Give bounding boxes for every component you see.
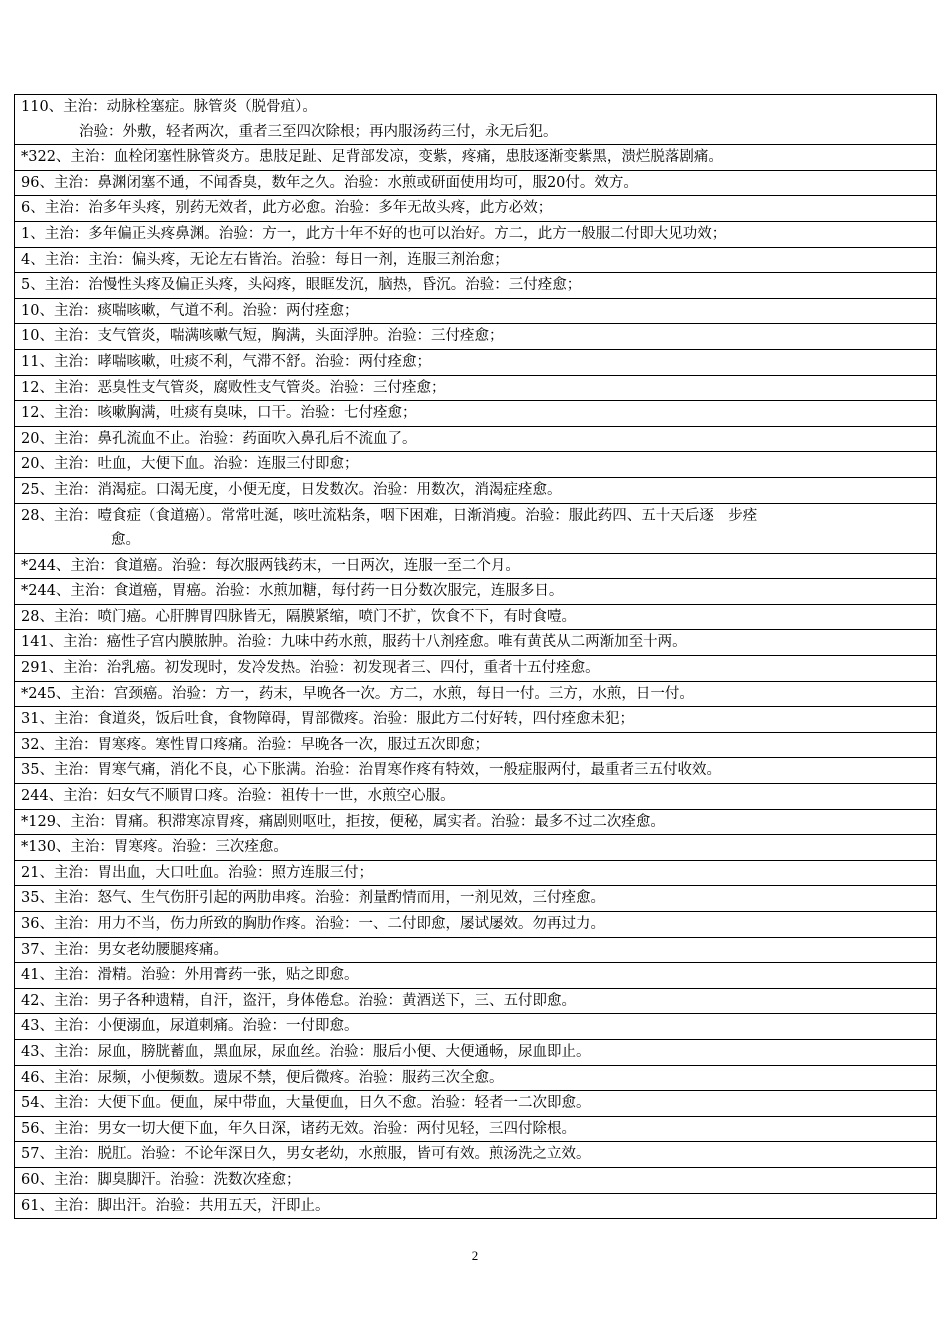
entry-text: 46、主治：尿频，小便频数。遗尿不禁，便后微疼。治验：服药三次全愈。: [21, 1069, 504, 1086]
table-cell: [15, 1167, 937, 1193]
table-cell: [15, 758, 937, 784]
entry-text: 6、主治：治多年头疼，别药无效者，此方必愈。治验：多年无故头疼，此方必效；: [21, 200, 553, 217]
table-row: [15, 401, 937, 427]
table-row: [15, 375, 937, 401]
entry-text: 244、主治：妇女气不顺胃口疼。治验：祖传十一世，水煎空心服。: [21, 788, 455, 805]
table-row: [15, 630, 937, 656]
table-row: [15, 503, 937, 553]
table-row: [15, 758, 937, 784]
table-row: [15, 860, 937, 886]
entry-text: *129、主治：胃痛。积滞寒凉胃疼，痛剧则呕吐，拒按，便秘，属实者。治验：最多不过二次痊愈。: [21, 813, 665, 830]
entry-continuation: 治验：外敷，轻者两次，重者三至四次除根；再内服汤药三付，永无后犯。: [79, 123, 558, 140]
table-row: [15, 221, 937, 247]
table-row: [15, 1091, 937, 1117]
table-row: [15, 1065, 937, 1091]
entry-text: 32、主治：胃寒疼。寒性胃口疼痛。治验：早晚各一次，服过五次即愈；: [21, 736, 489, 753]
table-cell: [15, 1039, 937, 1065]
table-row: [15, 886, 937, 912]
table-row: [15, 452, 937, 478]
table-cell: [15, 630, 937, 656]
entry-text: 42、主治：男子各种遗精，自汗，盗汗，身体倦怠。治验：黄酒送下，三、五付即愈。: [21, 992, 576, 1009]
entry-text: 25、主治：消渴症。口渴无度，小便无度，日发数次。治验：用数次，消渴症痊愈。: [21, 481, 562, 498]
entry-text: 35、主治：怒气、生气伤肝引起的两肋串疼。治验：剂量酌情而用，一剂见效，三付痊愈。: [21, 890, 605, 907]
entry-text: 11、主治：哮喘咳嗽，吐痰不利，气滞不舒。治验：两付痊愈；: [21, 353, 431, 370]
entry-text: 12、主治：恶臭性支气管炎，腐败性支气管炎。治验：三付痊愈；: [21, 379, 446, 396]
table-row: [15, 604, 937, 630]
entry-text: 56、主治：男女一切大便下血，年久日深，诸药无效。治验：两付见轻，三四付除根。: [21, 1120, 576, 1137]
table-cell: [15, 221, 937, 247]
entry-text: 41、主治：滑精。治验：外用膏药一张，贴之即愈。: [21, 967, 359, 984]
table-cell: [15, 553, 937, 579]
entry-text: *245、主治：宫颈癌。治验：方一，药末，早晚各一次。方二，水煎，每日一付。三方，水煎，日一付。: [21, 685, 694, 702]
table-cell: [15, 145, 937, 171]
table-row: [15, 145, 937, 171]
entry-text: 20、主治：鼻孔流血不止。治验：药面吹入鼻孔后不流血了。: [21, 430, 417, 447]
table-row: [15, 247, 937, 273]
table-cell: [15, 732, 937, 758]
table-row: [15, 553, 937, 579]
table-cell: [15, 912, 937, 938]
entry-text: 4、主治：主治：偏头疼，无论左右皆治。治验：每日一剂，连服三剂治愈；: [21, 251, 509, 268]
table-cell: [15, 170, 937, 196]
table-row: [15, 196, 937, 222]
entry-text: 291、主治：治乳癌。初发现时，发冷发热。治验：初发现者三、四付，重者十五付痊愈。: [21, 660, 600, 677]
entry-continuation: 愈。: [111, 532, 140, 549]
table-cell: [15, 937, 937, 963]
table-row: [15, 273, 937, 299]
table-cell: [15, 681, 937, 707]
entry-text: 20、主治：吐血，大便下血。治验：连服三付即愈；: [21, 456, 359, 473]
table-row: [15, 324, 937, 350]
table-cell: [15, 426, 937, 452]
table-cell: [15, 1193, 937, 1219]
table-row: [15, 809, 937, 835]
table-row: [15, 937, 937, 963]
table-cell: [15, 1116, 937, 1142]
table-cell: [15, 988, 937, 1014]
entry-text: 37、主治：男女老幼腰腿疼痛。: [21, 941, 228, 958]
entry-text: 1、主治：多年偏正头疼鼻渊。治验：方一，此方十年不好的也可以治好。方二，此方一般服二付即大见功效；: [21, 225, 727, 242]
table-cell: [15, 835, 937, 861]
page-number: 2: [471, 1248, 479, 1263]
entry-text: 141、主治：癌性子宫内膜脓肿。治验：九味中药水煎，服药十八剂痊愈。唯有黄芪从二两渐加至十两。: [21, 634, 687, 651]
table-cell: [15, 401, 937, 427]
table-row: [15, 1142, 937, 1168]
table-row: [15, 95, 937, 145]
table-row: [15, 298, 937, 324]
table-cell: [15, 604, 937, 630]
entry-text: *130、主治：胃寒疼。治验：三次痊愈。: [21, 839, 288, 856]
table-row: [15, 1193, 937, 1219]
entry-text: 35、主治：胃寒气痛，消化不良，心下胀满。治验：治胃寒作疼有特效，一般症服两付，最重者三五付收效。: [21, 762, 721, 779]
entry-text: 96、主治：鼻渊闭塞不通，不闻香臭，数年之久。治验：水煎或研面使用均可，服20付。效方。: [21, 174, 638, 191]
table-row: [15, 656, 937, 682]
entry-text: 60、主治：脚臭脚汗。治验：洗数次痊愈；: [21, 1171, 301, 1188]
table-cell: [15, 349, 937, 375]
entry-text: 43、主治：尿血，膀胱蓄血，黑血尿，尿血丝。治验：服后小便、大便通畅，尿血即止。: [21, 1043, 591, 1060]
table-cell: [15, 1014, 937, 1040]
table-row: [15, 988, 937, 1014]
table-cell: [15, 886, 937, 912]
remedy-table-body: [15, 95, 937, 1219]
entry-text: 43、主治：小便溺血，尿道刺痛。治验：一付即愈。: [21, 1018, 359, 1035]
entry-text: 28、主治：喷门癌。心肝脾胃四脉皆无，隔膜紧缩，喷门不扩，饮食不下，有时食噎。: [21, 608, 576, 625]
entry-text: 31、主治：食道炎，饭后吐食，食物障碍，胃部微疼。治验：服此方二付好转，四付痊愈未犯；: [21, 711, 634, 728]
table-row: [15, 579, 937, 605]
entry-text: *244、主治：食道癌。治验：每次服两钱药末，一日两次，连服一至二个月。: [21, 557, 520, 574]
table-row: [15, 681, 937, 707]
table-row: [15, 1039, 937, 1065]
table-cell: [15, 656, 937, 682]
table-cell: [15, 1142, 937, 1168]
entry-text: 57、主治：脱肛。治验：不论年深日久，男女老幼，水煎服，皆可有效。煎汤洗之立效。: [21, 1146, 591, 1163]
table-cell: [15, 324, 937, 350]
entry-text: 36、主治：用力不当，伤力所致的胸肋作疼。治验：一、二付即愈，屡试屡效。勿再过力。: [21, 916, 605, 932]
table-row: [15, 1167, 937, 1193]
table-row: [15, 732, 937, 758]
table-row: [15, 912, 937, 938]
table-cell: [15, 273, 937, 299]
entry-text: 61、主治：脚出汗。治验：共用五天，汗即止。: [21, 1197, 330, 1214]
table-cell: [15, 1065, 937, 1091]
table-cell: [15, 452, 937, 478]
table-cell: [15, 1091, 937, 1117]
entry-text: 21、主治：胃出血，大口吐血。治验：照方连服三付；: [21, 864, 373, 881]
table-row: [15, 170, 937, 196]
table-row: [15, 426, 937, 452]
entry-text: 12、主治：咳嗽胸满，吐痰有臭味，口干。治验：七付痊愈；: [21, 405, 417, 422]
table-cell: [15, 963, 937, 989]
table-cell: [15, 477, 937, 503]
table-row: [15, 963, 937, 989]
remedy-table: [14, 94, 937, 1219]
table-row: [15, 349, 937, 375]
table-cell: [15, 196, 937, 222]
table-cell: [15, 707, 937, 733]
table-cell: [15, 809, 937, 835]
table-cell: [15, 298, 937, 324]
table-cell: [15, 247, 937, 273]
entry-text: *244、主治：食道癌，胃癌。治验：水煎加糖，每付药一日分数次服完，连服多日。: [21, 583, 564, 600]
entry-text: 10、主治：痰喘咳嗽，气道不利。治验：两付痊愈；: [21, 302, 359, 319]
table-cell: [15, 860, 937, 886]
entry-text: 110、主治：动脉栓塞症。脉管炎（脱骨疽）。: [21, 99, 317, 115]
table-row: [15, 707, 937, 733]
table-row: [15, 477, 937, 503]
entry-text: 28、主治：噎食症（食道癌）。常常吐涎，咳吐流粘条，咽下困难，日渐消瘦。治验：服此药四、五十天后逐 步痊: [21, 507, 758, 524]
table-cell: [15, 784, 937, 810]
table-cell: [15, 95, 937, 145]
table-row: [15, 784, 937, 810]
table-row: [15, 835, 937, 861]
table-cell: [15, 579, 937, 605]
table-row: [15, 1014, 937, 1040]
table-row: [15, 1116, 937, 1142]
table-cell: [15, 503, 937, 553]
entry-text: 10、主治：支气管炎，喘满咳嗽气短，胸满，头面浮肿。治验：三付痊愈；: [21, 328, 504, 345]
table-cell: [15, 375, 937, 401]
entry-text: 5、主治：治慢性头疼及偏正头疼，头闷疼，眼眶发沉，脑热，昏沉。治验：三付痊愈；: [21, 277, 582, 294]
entry-text: *322、主治：血栓闭塞性脉管炎方。患肢足趾、足背部发凉，变紫，疼痛，患肢逐渐变紫黑，溃烂脱落剧痛。: [21, 149, 723, 166]
entry-text: 54、主治：大便下血。便血，屎中带血，大量便血，日久不愈。治验：轻者一二次即愈。: [21, 1095, 591, 1112]
